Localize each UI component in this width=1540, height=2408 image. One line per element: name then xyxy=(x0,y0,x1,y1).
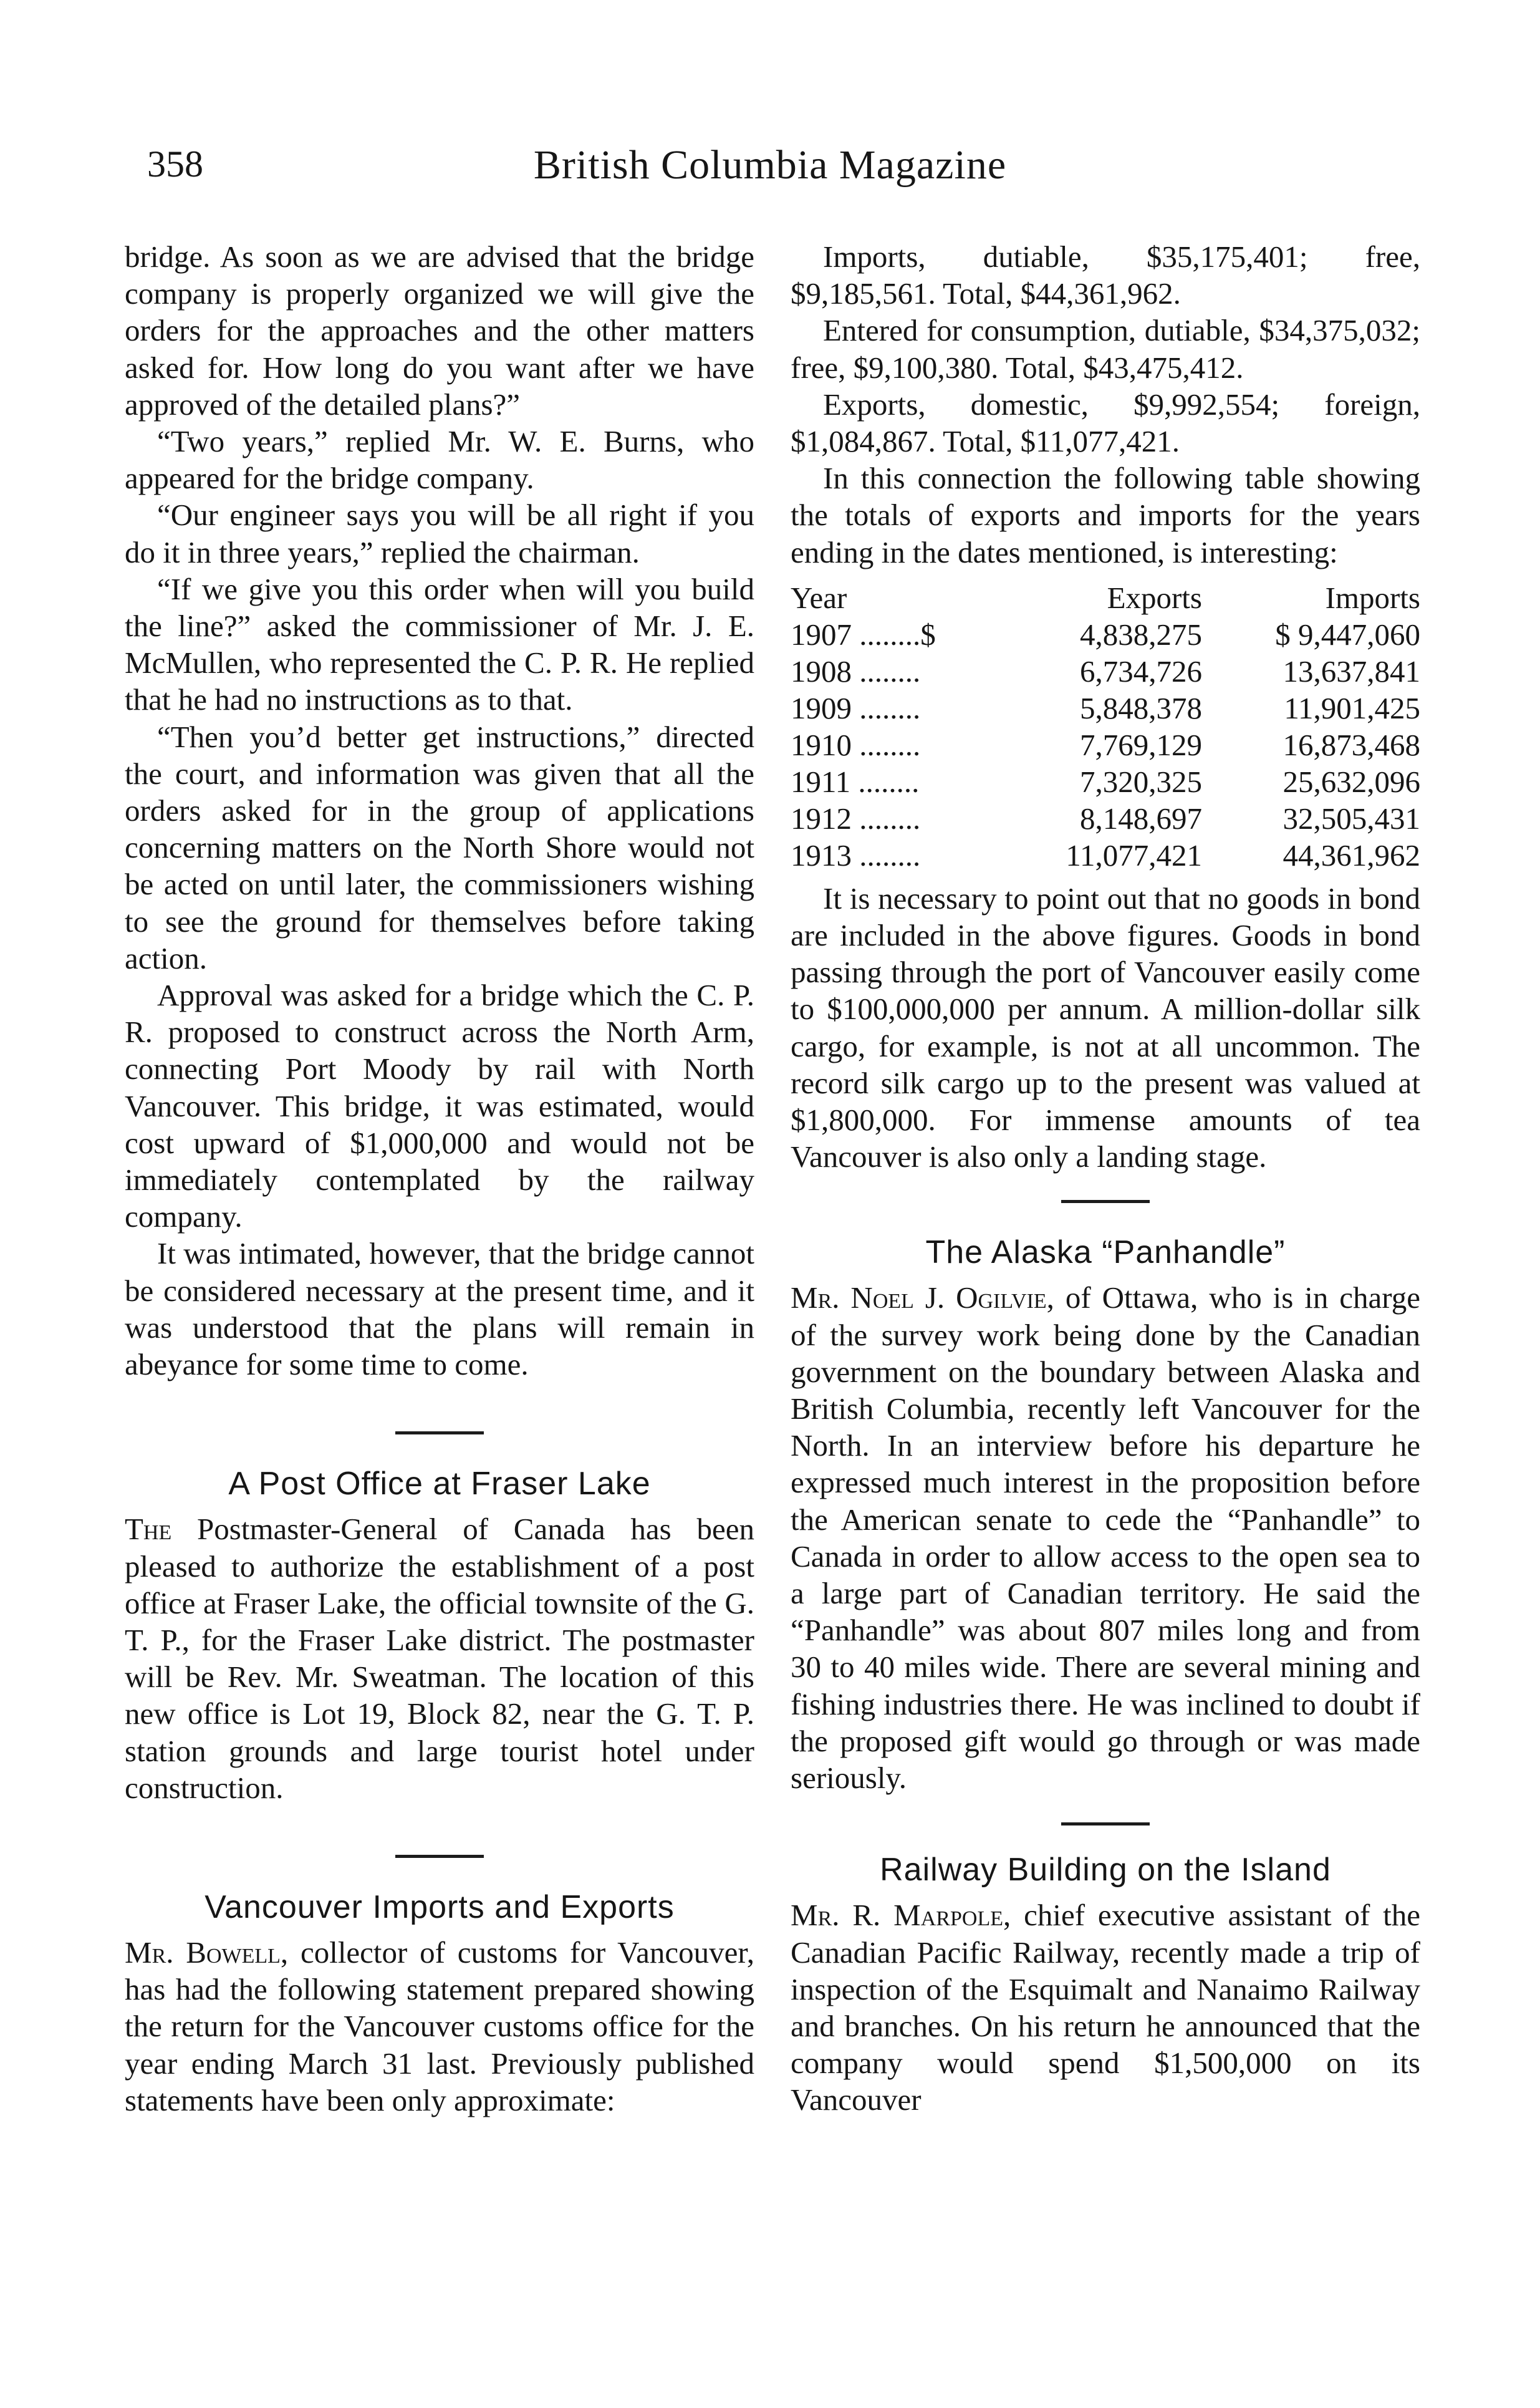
lead-in: Mr. R. Marpole, xyxy=(791,1898,1011,1933)
body-paragraph: Exports, domestic, $9,992,554; foreign, $1,084,867. Total, $11,077,421. xyxy=(791,387,1420,459)
cell-imports: 13,637,841 xyxy=(1283,654,1420,689)
column-header-year: Year xyxy=(791,580,847,615)
cell-year: 1909 ........ xyxy=(791,690,921,725)
cell-year: 1910 ........ xyxy=(791,727,921,762)
lead-in: The xyxy=(125,1512,172,1547)
cell-imports: 11,901,425 xyxy=(1284,690,1420,725)
table-row xyxy=(791,763,1420,800)
cell-year: 1913 ........ xyxy=(791,838,921,873)
column-header-imports: Imports xyxy=(1325,580,1420,615)
body-paragraph: In this connection the following table showing the totals of exports and imports for the years ending in the dates mentioned, is interesting: xyxy=(791,461,1420,569)
column-header-exports: Exports xyxy=(1107,580,1202,615)
cell-exports: 6,734,726 xyxy=(1080,654,1202,689)
table-row xyxy=(791,727,1420,763)
page-number: 358 xyxy=(147,143,203,185)
cell-year: 1911 ........ xyxy=(791,764,920,799)
cell-exports: 4,838,275 xyxy=(1080,617,1202,652)
table-row xyxy=(791,800,1420,837)
cell-imports: 32,505,431 xyxy=(1283,801,1420,836)
paragraph-text: collector of customs for Vancouver, has had the following statement prepared showing the return for the Vancouver customs office for the year ending March 31 last. Previously published statements have been only approximate: xyxy=(125,1935,754,2117)
body-paragraph: “Our engineer says you will be all right if you do it in three years,” replied the chairman. xyxy=(125,498,754,569)
cell-exports: 11,077,421 xyxy=(1066,838,1202,873)
imports-paragraph xyxy=(125,1934,754,2119)
cell-imports: 44,361,962 xyxy=(1283,838,1420,873)
cell-year: 1912 ........ xyxy=(791,801,921,836)
cell-exports: 7,769,129 xyxy=(1080,727,1202,762)
running-head: British Columbia Magazine xyxy=(533,142,1007,188)
lead-in: Mr. Bowell, xyxy=(125,1935,289,1970)
paragraph-text: of Ottawa, who is in charge of the survey work being done by the Canadian government on the boundary between Alaska and British Columbia, recently left Vancouver for the North. In an interview before his departure he expressed much interest in the proposition before the American senate to cede the “Panhandle” to Canada in order to allow access to the open sea to a large part of Canadian territory. He said the “Panhandle” was about 807 miles long and from 30 to 40 miles wide. There are several mining and fishing industries there. He was inclined to doubt if the proposed gift would go through or was made seriously. xyxy=(791,1280,1420,1796)
body-paragraph: “Then you’d better get instructions,” directed the court, and information was given that all the orders asked for in the group of applications concerning matters on the North Shore would not be acted on until later, the commissioners wishing to see the ground for themselves before taking action. xyxy=(125,719,754,975)
paragraph-text: Postmaster-General of Canada has been pleased to authorize the establishment of a post office at Fraser Lake, the official townsite of the G. T. P., for the Fraser Lake district. The postmaster will be Rev. Mr. Sweatman. The location of this new office is Lot 19, Block 82, near the G. T. P. station grounds and large tourist hotel under construction. xyxy=(125,1512,754,1805)
body-paragraph: Approval was asked for a bridge which the C. P. R. proposed to construct across the North Arm, connecting Port Moody by rail with North Vancouver. This bridge, it was estimated, would cost upward of $1,000,000 and would not be immediately contemplated by the railway company. xyxy=(125,978,754,1234)
section-heading-alaska: The Alaska “Panhandle” xyxy=(925,1234,1286,1271)
body-paragraph: “If we give you this order when will you build the line?” asked the commissioner of Mr. J. E. McMullen, who represented the C. P. R. He replied that he had no instructions as to that. xyxy=(125,571,754,717)
table-row xyxy=(791,690,1420,727)
body-paragraph: bridge. As soon as we are advised that the bridge company is properly organized we will give the orders for the approaches and the other matters asked for. How long do you want after we have approved of the detailed plans?” xyxy=(125,239,754,422)
body-paragraph: It was intimated, however, that the bridge cannot be considered necessary at the present time, and it was understood that the plans will remain in abeyance for some time to come. xyxy=(125,1236,754,1382)
cell-exports: 5,848,378 xyxy=(1080,690,1202,725)
cell-year: 1907 ........$ xyxy=(791,617,936,652)
cell-imports: 16,873,468 xyxy=(1283,727,1420,762)
body-paragraph: Imports, dutiable, $35,175,401; free, $9,185,561. Total, $44,361,962. xyxy=(791,239,1420,311)
cell-exports: 7,320,325 xyxy=(1080,764,1202,799)
section-heading-imports: Vancouver Imports and Exports xyxy=(205,1888,675,1925)
cell-imports: 25,632,096 xyxy=(1283,764,1420,799)
table-row xyxy=(791,837,1420,874)
cell-imports: $ 9,447,060 xyxy=(1275,617,1420,652)
body-paragraph: “Two years,” replied Mr. W. E. Burns, who appeared for the bridge company. xyxy=(125,424,754,496)
cell-year: 1908 ........ xyxy=(791,654,921,689)
body-paragraph: Entered for consumption, dutiable, $34,375,032; free, $9,100,380. Total, $43,475,412. xyxy=(791,313,1420,385)
table-row xyxy=(791,616,1420,653)
right-column xyxy=(791,238,1420,2119)
section-heading-post-office: A Post Office at Fraser Lake xyxy=(228,1466,651,1502)
left-column xyxy=(125,238,754,2119)
post-office-paragraph xyxy=(125,1511,754,1806)
alaska-paragraph xyxy=(791,1279,1420,1796)
table-row xyxy=(791,653,1420,690)
railway-paragraph xyxy=(791,1897,1420,2118)
table-header-row xyxy=(791,579,1420,616)
paragraph-text: chief executive assistant of the Canadian Pacific Railway, recently made a trip of inspection of the Esquimalt and Nanaimo Railway and branches. On his return he announced that the company would spend $1,500,000 on its Vancouver xyxy=(791,1898,1420,2117)
body-paragraph: It is necessary to point out that no goods in bond are included in the above figures. Goods in bond passing through the port of Vancouver easily come to $100,000,000 per annum. A million-dollar silk cargo, for example, is not at all uncommon. The record silk cargo up to the present was valued at $1,800,000. For immense amounts of tea Vancouver is also only a landing stage. xyxy=(791,881,1420,1174)
exports-imports-table xyxy=(791,579,1420,874)
cell-exports: 8,148,697 xyxy=(1080,801,1202,836)
section-heading-railway: Railway Building on the Island xyxy=(880,1852,1331,1888)
lead-in: Mr. Noel J. Ogilvie, xyxy=(791,1280,1054,1315)
